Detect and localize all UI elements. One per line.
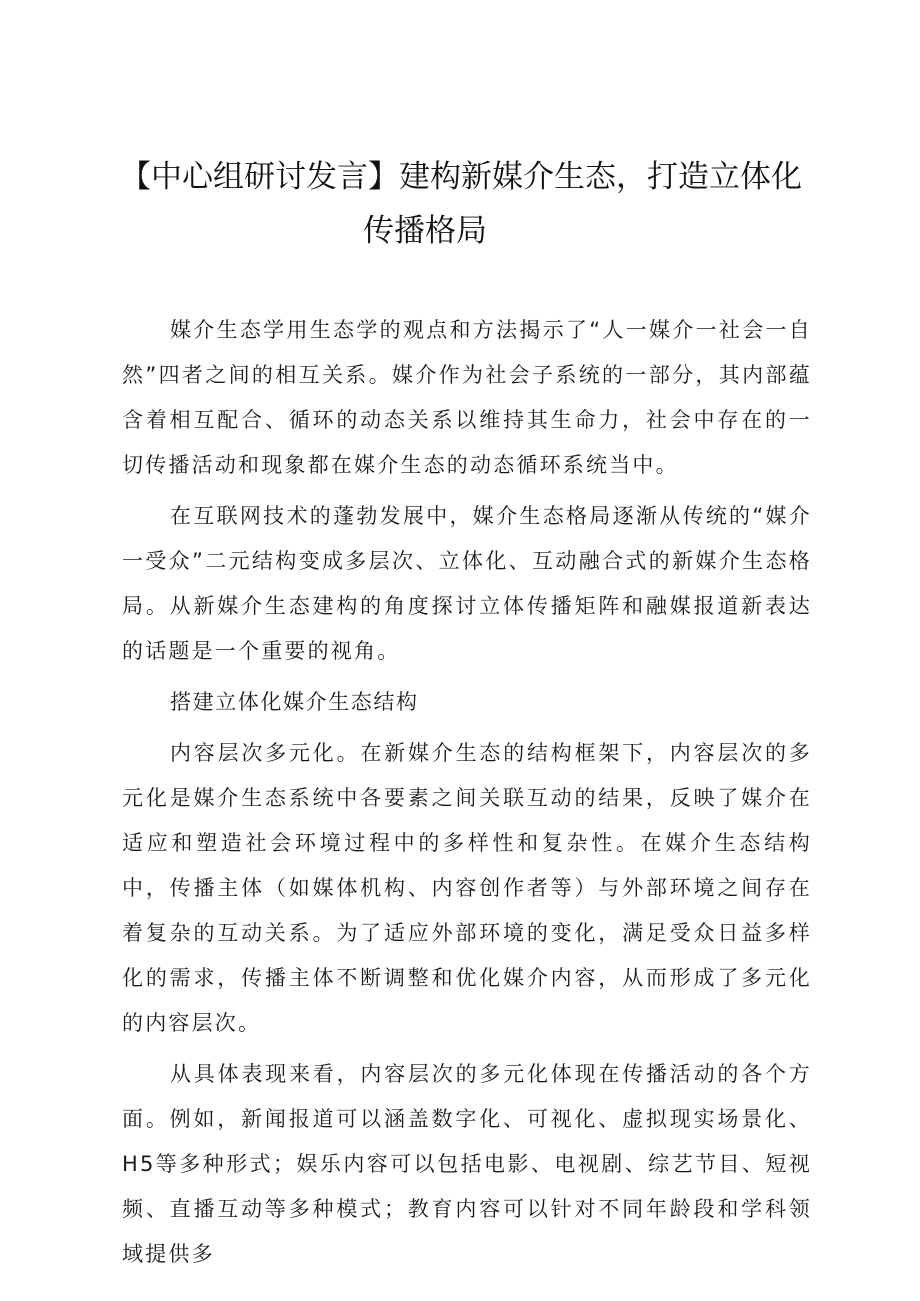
paragraph-internet-development: 在互联网技术的蓬勃发展中，媒介生态格局逐渐从传统的“媒介一受众”二元结构变成多层次、立体化、互动融合式的新媒介生态格局。从新媒介生态建构的角度探讨立体传播矩阵和融媒报道新表达的话题是一个重要的视角。 — [122, 504, 812, 663]
paragraph-concrete-forms: 从具体表现来看，内容层次的多元化体现在传播活动的各个方面。例如，新闻报道可以涵盖数字化、可视化、虚拟现实场景化、H5等多种形式；娱乐内容可以包括电影、电视剧、综艺节目、短视频、直播互动等多种模式；教育内容可以针对不同年龄段和学科领域提供多 — [122, 1062, 812, 1266]
paragraph-media-ecology-intro: 媒介生态学用生态学的观点和方法揭示了“人一媒介一社会一自然”四者之间的相互关系。媒介作为社会子系统的一部分，其内部蕴含着相互配合、循环的动态关系以维持其生命力，社会中存在的一切传播活动和现象都在媒介生态的动态循环系统当中。 — [122, 318, 812, 477]
title-line-1: 【中心组研讨发言】建构新媒介生态，打造立体化 — [120, 159, 802, 195]
document-body — [122, 308, 812, 1283]
document-title — [120, 150, 860, 258]
title-line-2: 传播格局 — [363, 213, 487, 249]
section-heading: 搭建立体化媒介生态结构 — [170, 690, 419, 714]
paragraph-content-diversity: 内容层次多元化。在新媒介生态的结构框架下，内容层次的多元化是媒介生态系统中各要素之间关联互动的结果，反映了媒介在适应和塑造社会环境过程中的多样性和复杂性。在媒介生态结构中，传播主体（如媒体机构、内容创作者等）与外部环境之间存在着复杂的互动关系。为了适应外部环境的变化，满足受众日益多样化的需求，传播主体不断调整和优化媒介内容，从而形成了多元化的内容层次。 — [122, 741, 812, 1035]
